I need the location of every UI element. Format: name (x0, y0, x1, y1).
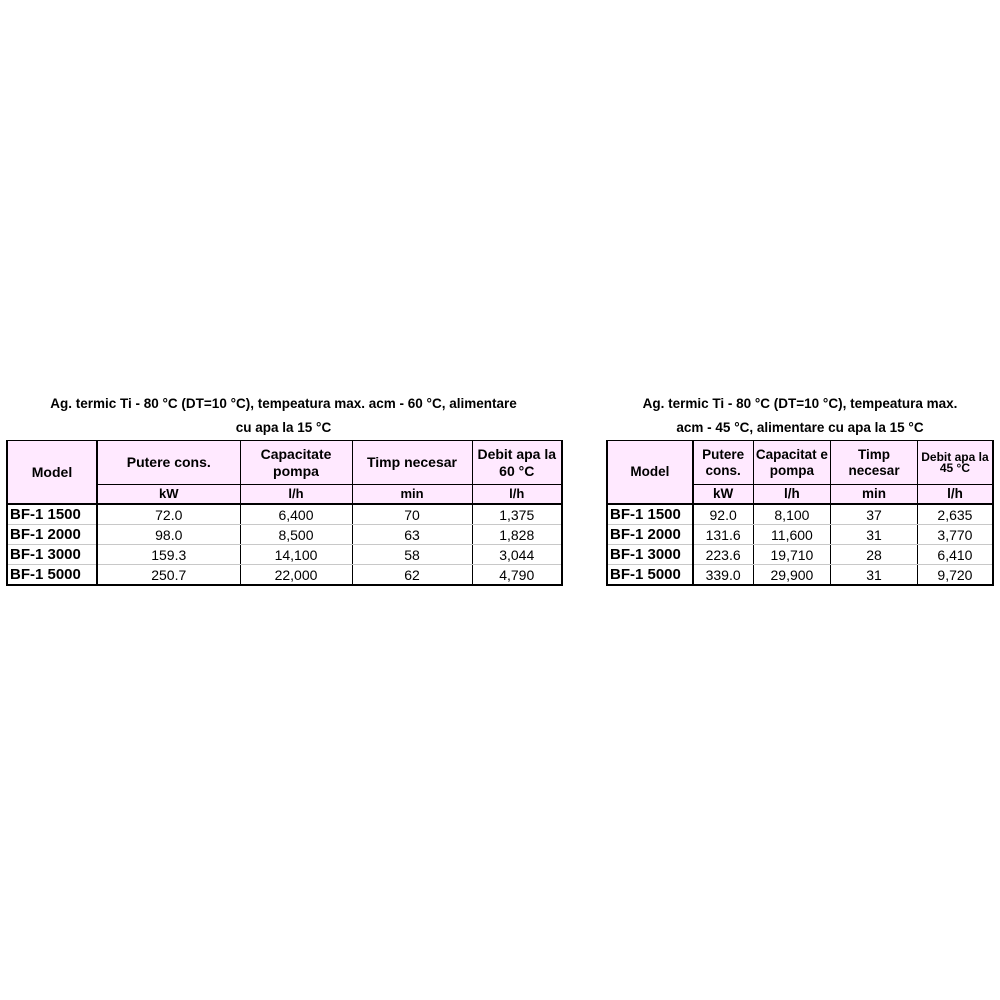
header-power: Putere cons. (97, 441, 240, 485)
unit-power: kW (97, 485, 240, 505)
table-title (606, 392, 994, 440)
cell-model: BF-1 5000 (7, 565, 97, 586)
data-table (606, 440, 994, 586)
header-pump-capacity: Capacitat e pompa (753, 441, 831, 485)
cell-pump-capacity: 29,900 (753, 565, 831, 586)
table-row (7, 504, 562, 525)
cell-model: BF-1 2000 (7, 525, 97, 545)
table-row (7, 545, 562, 565)
title-line-1: Ag. termic Ti - 80 °C (DT=10 °C), tempeatura max. (642, 396, 958, 411)
cell-time: 58 (352, 545, 472, 565)
unit-time: min (352, 485, 472, 505)
table-45c (606, 392, 994, 586)
cell-pump-capacity: 14,100 (240, 545, 352, 565)
cell-power: 159.3 (97, 545, 240, 565)
cell-model: BF-1 3000 (7, 545, 97, 565)
cell-power: 98.0 (97, 525, 240, 545)
cell-power: 131.6 (693, 525, 753, 545)
cell-flow: 1,828 (472, 525, 562, 545)
cell-pump-capacity: 6,400 (240, 504, 352, 525)
header-model: Model (7, 441, 97, 505)
title-line-2: acm - 45 °C, alimentare cu apa la 15 °C (676, 420, 924, 435)
cell-power: 250.7 (97, 565, 240, 586)
unit-flow: l/h (917, 485, 993, 505)
cell-flow: 9,720 (917, 565, 993, 586)
header-flow: Debit apa la 45 °C (917, 441, 993, 485)
cell-power: 92.0 (693, 504, 753, 525)
table-title (6, 392, 561, 440)
unit-power: kW (693, 485, 753, 505)
cell-pump-capacity: 22,000 (240, 565, 352, 586)
table-row (607, 565, 993, 586)
data-table (6, 440, 563, 586)
cell-time: 63 (352, 525, 472, 545)
title-line-2: cu apa la 15 °C (235, 420, 332, 435)
cell-time: 70 (352, 504, 472, 525)
cell-power: 223.6 (693, 545, 753, 565)
cell-pump-capacity: 19,710 (753, 545, 831, 565)
unit-pump-capacity: l/h (753, 485, 831, 505)
header-power: Putere cons. (693, 441, 753, 485)
cell-time: 62 (352, 565, 472, 586)
header-time: Timp necesar (352, 441, 472, 485)
cell-pump-capacity: 11,600 (753, 525, 831, 545)
unit-flow: l/h (472, 485, 562, 505)
cell-time: 31 (831, 565, 918, 586)
cell-model: BF-1 2000 (607, 525, 693, 545)
cell-time: 37 (831, 504, 918, 525)
cell-flow: 6,410 (917, 545, 993, 565)
cell-time: 28 (831, 545, 918, 565)
table-row (7, 525, 562, 545)
table-row (607, 504, 993, 525)
title-line-1: Ag. termic Ti - 80 °C (DT=10 °C), tempeatura max. acm - 60 °C, alimentare (50, 396, 517, 411)
header-model: Model (607, 441, 693, 505)
cell-flow: 3,044 (472, 545, 562, 565)
cell-time: 31 (831, 525, 918, 545)
unit-pump-capacity: l/h (240, 485, 352, 505)
table-60c (6, 392, 561, 586)
cell-flow: 3,770 (917, 525, 993, 545)
header-time: Timp necesar (831, 441, 918, 485)
cell-model: BF-1 3000 (607, 545, 693, 565)
cell-pump-capacity: 8,100 (753, 504, 831, 525)
cell-model: BF-1 1500 (7, 504, 97, 525)
cell-flow: 4,790 (472, 565, 562, 586)
cell-flow: 2,635 (917, 504, 993, 525)
unit-time: min (831, 485, 918, 505)
table-row (607, 545, 993, 565)
header-pump-capacity: Capacitate pompa (240, 441, 352, 485)
cell-model: BF-1 5000 (607, 565, 693, 586)
cell-power: 72.0 (97, 504, 240, 525)
header-flow: Debit apa la 60 °C (472, 441, 562, 485)
table-row (607, 525, 993, 545)
cell-model: BF-1 1500 (607, 504, 693, 525)
table-row (7, 565, 562, 586)
cell-flow: 1,375 (472, 504, 562, 525)
cell-pump-capacity: 8,500 (240, 525, 352, 545)
cell-power: 339.0 (693, 565, 753, 586)
